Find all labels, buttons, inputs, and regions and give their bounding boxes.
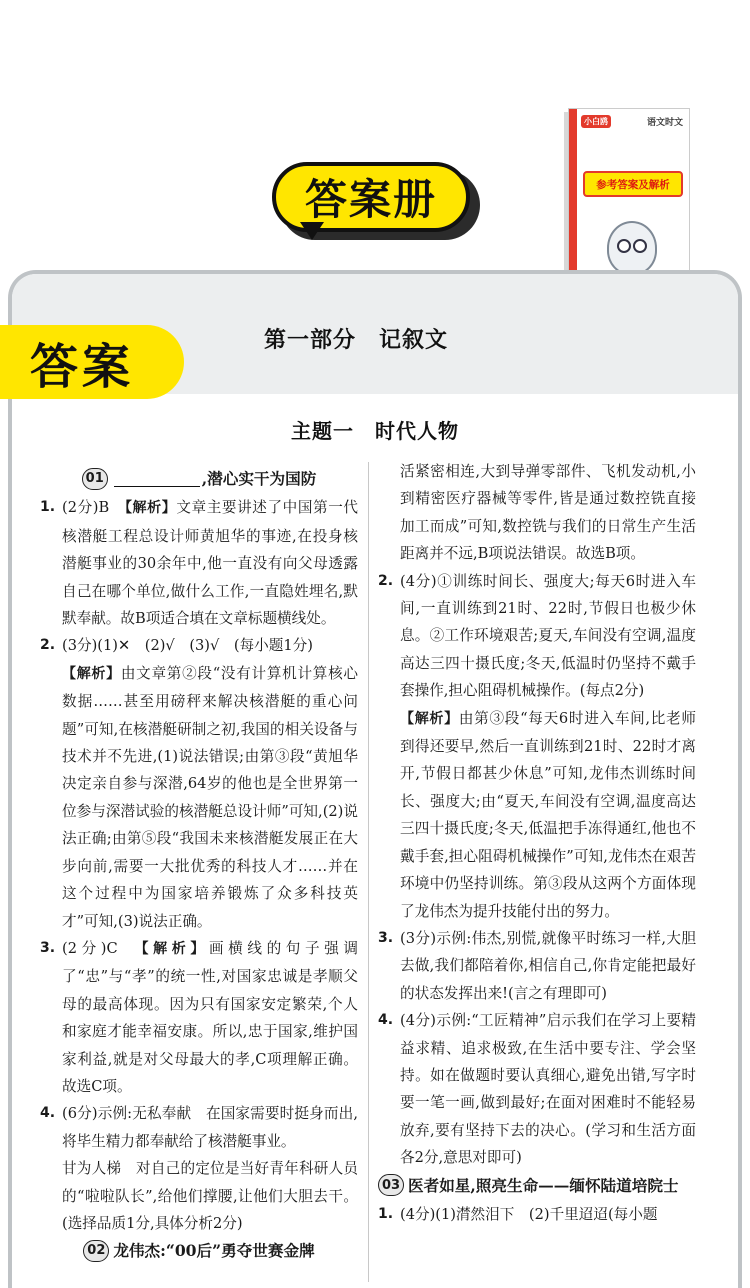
item-number: 4. [40, 1105, 56, 1122]
item-answer: (3分)示例:伟杰,别慌,就像平时练习一样,大胆去做,我们都陪着你,相信自己,你肯定能把最好的状态发挥出来!(言之有理即可) [400, 929, 696, 1002]
right-column [378, 458, 696, 1228]
item-number: 4. [378, 1012, 394, 1029]
section-badge: 03 [378, 1174, 404, 1196]
mascot-eye-left [617, 239, 631, 253]
item-answer: (2分)C [62, 939, 142, 957]
item-number: 2. [40, 637, 56, 654]
item-number: 3. [378, 929, 394, 946]
answer-item [378, 568, 696, 925]
item-continuation: 活紧密相连,大到导弹零部件、飞机发动机,小到精密医疗器械等零件,皆是通过数控铣直接加工而成”可知,数控铣与我们的日常生产生活距离并不远,B项说法错误。故选B项。 [400, 463, 696, 563]
section-heading-03 [378, 1172, 696, 1199]
section-title: ,潜心实干为国防 [201, 469, 317, 488]
owl-mascot-icon [607, 221, 657, 275]
item-number: 1. [378, 1205, 394, 1222]
answer-item [40, 632, 358, 934]
analysis-tag: 【解析】 [124, 500, 177, 517]
answer-item [40, 494, 358, 632]
answer-item [40, 935, 358, 1100]
item-answer: (4分)(1)潸然泪下 (2)千里迢迢(每小题 [400, 1205, 658, 1223]
bubble-tail [300, 222, 324, 240]
answer-item [378, 1007, 696, 1171]
answer-item [378, 925, 696, 1007]
answer-tab-label: 答案 [30, 338, 135, 395]
item-analysis: 画横线的句子强调了“忠”与“孝”的统一性,对国家忠诚是孝顺父母的最高体现。因为只有国家安定繁荣,个人和家庭才能幸福安康。所以,忠于国家,维护国家利益,就是对父母最大的孝,C项理解正确。故选C项。 [62, 939, 358, 1095]
left-column [40, 465, 358, 1267]
item-number: 3. [40, 939, 56, 956]
section-title: 医者如星,照亮生命——缅怀陆道培院士 [408, 1175, 679, 1195]
item-analysis: 由文章第②段“没有计算机计算核心数据……甚至用磅秤来解决核潜艇的重心问题”可知,在核潜艇研制之初,我国的相关设备与技术并不先进,(1)说法错误;由第③段“黄旭华决定亲自参与深潜,64岁的他也是全世界第一位参与深潜试验的核潜艇总设计师”可知,(2)说法正确;由第⑤段“我国未来核潜艇发展正在大步向前,需要一大批优秀的科技人才……并在这个过程中为国家培养锻炼了众多科技英才”可知,(3)说法正确。 [62, 664, 358, 930]
theme-title: 主题一 时代人物 [291, 419, 459, 443]
mascot-eye-right [633, 239, 647, 253]
section-badge: 02 [83, 1240, 109, 1262]
section-title: 龙伟杰:“00后”勇夺世赛金牌 [113, 1241, 315, 1261]
answer-item [378, 1201, 696, 1228]
item-continuation: 甘为人梯 对自己的定位是当好青年科研人员的“啦啦队长”,给他们撑腰,让他们大胆去干。(选择品质1分,具体分析2分) [62, 1160, 358, 1232]
item-number: 2. [378, 572, 394, 589]
section-heading-02 [40, 1237, 358, 1264]
analysis-tag: 【解析】 [62, 665, 121, 682]
book-series: 语文时文 [646, 118, 683, 128]
book-cover-title: 参考答案及解析 [583, 171, 683, 197]
item-analysis: 由第③段“每天6时进入车间,比老师到得还要早,然后一直训练到21时、22时才离开,节假日都甚少休息”可知,龙伟杰训练时间长、强度大;由“夏天,车间没有空调,温度高达三四十摄氏度;冬天,低温把手冻得通红,他也不戴手套,担心阻碍机械操作”可知,龙伟杰在艰苦环境中仍坚持训练。第③段从这两个方面体现了龙伟杰为提升技能付出的努力。 [400, 709, 696, 920]
section-badge: 01 [82, 468, 108, 490]
item-answer: (2分)B [62, 499, 125, 517]
item-analysis: 文章主要讲述了中国第一代核潜艇工程总设计师黄旭华的事迹,在投身核潜艇事业的30余年中,他一直没有向父母透露自己在哪个单位,做什么工作,一直隐姓埋名,默默奉献。故B项适合填在文章标题横线处。 [62, 499, 358, 628]
item-answer: (4分)示例:“工匠精神”启示我们在学习上要精益求精、追求极致,在生活中要专注、学会坚持。如在做题时要认真细心,避免出错,写字时要一笔一画,做到最好;在面对困难时不能轻易放弃,要有坚持下去的决心。(学习和生活方面各2分,意思对即可) [400, 1012, 696, 1167]
title-blank [114, 471, 200, 487]
answer-tab [0, 325, 184, 399]
answer-item [40, 1100, 358, 1155]
bubble-title: 答案册 [304, 175, 437, 224]
column-divider [368, 462, 369, 1282]
section-heading-01 [40, 465, 358, 492]
item-answer: (3分)(1)✕ (2)√ (3)√ (每小题1分) [62, 637, 313, 655]
item-answer: (6分)示例:无私奉献 在国家需要时挺身而出,将毕生精力都奉献给了核潜艇事业。 [62, 1105, 358, 1150]
item-number: 1. [40, 499, 56, 516]
item-answer: (4分)①训练时间长、强度大;每天6时进入车间,一直训练到21时、22时,节假日也极少休息。②工作环境艰苦;夏天,车间没有空调,温度高达三四十摄氏度;冬天,低温时仍坚持不戴手套操作,担心阻碍机械操作。(每点2分) [400, 572, 696, 700]
book-brand: 小白鸥 [581, 115, 611, 128]
analysis-tag: 【解析】 [400, 710, 459, 727]
part-title: 第一部分 记叙文 [264, 328, 449, 353]
analysis-tag: 【解析】 [141, 940, 209, 957]
